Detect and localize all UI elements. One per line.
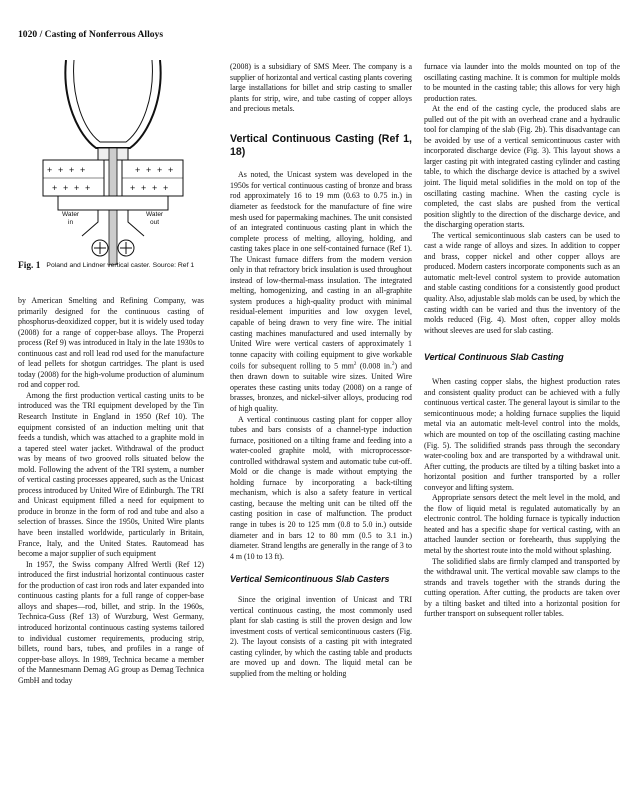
water-in-label: Water in — [62, 211, 80, 226]
subsection-heading: Vertical Semicontinuous Slab Casters — [230, 574, 390, 585]
paragraph: In 1957, the Swiss company Alfred Wertli (Ref 12) introduced the first industrial horizontal continuous caster for the production of cast iron rods and later expanded into continuous casting plants for a full range of copper-base alloys and shapes—rod, billet, and strip. In the 1960s, Technica-Guss (Ref 13) of Wurzburg, West Germany, introduced horizontal continuous casting systems tailored to individual customer requirements, producing strip, billets, round bars, tubes, and profiles in a range of copper-base alloys. In 1989, Technica became a member of the Mannesmann Demag AG group as Demag Technica GmbH and today — [18, 559, 204, 685]
page-header: 1020 / Casting of Nonferrous Alloys — [18, 29, 164, 40]
paragraph: At the end of the casting cycle, the produced slabs are pulled out of the pit with an overhead crane and a hydraulic tool for clamping of the slab (Fig. 2b). This disadvantage can be avoided by use of a vertical semicontinuous caster with incorporated discharge device (Fig. 3). This layout shows a larger casting pit with integrated casting cylinder and casting table, to which the discharge device is attached by a swivel joint. The liquid metal solidifies in the mold on top of the oscillating casting machine. When the casting cycle is completed, the cast slabs are pushed from the vertical position slightly to the direction of the discharge device, and the discharging operation starts. — [424, 104, 620, 230]
svg-text:+: + — [141, 183, 147, 193]
paragraph: The solidified slabs are firmly clamped and transported by the withdrawal unit. The vertical movable saw clamps to the strands and travels together with the strands during the cutting operation. After cutting, the products are taken over by a tilting basket and tilted into a horizontal position for further transport on subsequent roller tables. — [424, 556, 620, 619]
svg-text:+: + — [152, 183, 158, 193]
column-3 — [424, 62, 620, 620]
paragraph: Since the original invention of Unicast and TRI vertical continuous casting, the most commonly used plant for slab casting is still the proven design and low investment costs of vertical semicontinuous casters (Fig. 2). The layout consists of a casting pit with integrated casting cylinder, by which the casting table and products are moved up and down. The liquid metal can be supplied from the melting or holding — [230, 595, 412, 679]
paragraph: Among the first production vertical casting units to be introduced was the TRI equipment developed by the Tin Research Institute in England in 1950 (Ref 10). The equipment consisted of an induction melting unit that feeds a tundish, which was attached to a graphite mold in a tapered steel water jacket. Withdrawal of the product was by means of two grooved rolls situated below the mold. Following the advent of the TRI system, a number of vertical casting processes appeared, such as the Unicast process introduced by United Wire of Edinburgh. The TRI and Unicast equipment filled a need for equipment to produce in bronze in the form of rod and tube and also a selection of brasses. Since the 1950s, United Wire plants have been installed worldwide, particularly in Britain, France, Italy, and the United States. Rautomead has become a major supplier of such equipment — [18, 390, 204, 559]
paragraph: (2008) is a subsidiary of SMS Meer. The company is a supplier of horizontal and vertical casting plants covering large installations for billet and strip casting to smaller plants for strip, wire, and tube casting of copper alloys and precious metals. — [230, 62, 412, 114]
paragraph: Appropriate sensors detect the melt level in the mold, and the flow of liquid metal is regulated automatically by an electronic control. The holding furnace is typically induction heated and has a specific shape for vertical casting, with an attached launder section or forehearth, thus supplying the metal by the shortest route into the mold without splashing. — [424, 493, 620, 555]
paragraph-text: (0.008 in. — [356, 361, 392, 371]
paragraph-text: As noted, the Unicast system was developed in the 1950s for vertical continuous casting of bronze and brass rod approximately 16 to 19 mm (0.63 to 0.75 in.) in diameter as feedstock for the manufacture of fine wire mesh used for papermaking machines. The unit consisted of an integrated continuous casting plant in which the complete process of melting, alloying, holding, and casting takes place in one self-contained furnace (Ref 1). The Unicast furnace differs from the modern version only in that refractory brick insulation is used throughout instead of low-thermal-mass insulation. The integrated melting, homogenizing, and casting in an all-graphite system produces a high-quality product with minimal residual-element impurities and low oxygen level, capable of being drawn to very fine wire. The initial casting machines manufactured and used internally by United Wire were vertical casters of approximately 1 tonne capacity with coiling equipment to give workable coils for subsequent rolling to 5 mm — [230, 170, 412, 371]
svg-text:+: + — [58, 165, 64, 175]
svg-text:+: + — [69, 165, 75, 175]
svg-text:+: + — [157, 165, 163, 175]
figure-caption-text: Poland and Lindner vertical caster. Source: Ref 1 — [46, 262, 195, 269]
svg-text:+: + — [163, 183, 169, 193]
figure-1-drawing — [38, 60, 188, 265]
paragraph: When casting copper slabs, the highest production rates and consistent quality product can be achieved with a fully continuous vertical caster. The general layout is similar to the semicontinuous mode; a holding furnace supplies the liquid metal via an automatic melt-level control into the molds, which are mounted on top of the oscillating casting machine (Fig. 5). The solidified strands pass through the secondary water-cooling box and are transported by a withdrawal unit. After cutting, the products are tilted by a tilting basket into a horizontal position and further transported by a roller conveyor and lifting system. — [424, 377, 620, 492]
svg-text:+: + — [146, 165, 152, 175]
svg-text:+: + — [80, 165, 86, 175]
svg-text:+: + — [52, 183, 58, 193]
vertical-caster-diagram — [38, 60, 188, 265]
column-1 — [18, 296, 204, 686]
paragraph: furnace via launder into the molds mounted on top of the oscillating casting machine. It is common for multiple molds to be mounted in the casting table; this allows for very high production rates. — [424, 62, 620, 103]
svg-text:+: + — [63, 183, 69, 193]
subsection-heading: Vertical Continuous Slab Casting — [424, 352, 564, 363]
svg-text:+: + — [85, 183, 91, 193]
svg-text:+: + — [168, 165, 174, 175]
svg-text:+: + — [47, 165, 53, 175]
svg-text:+: + — [130, 183, 136, 193]
water-out-label: Water out — [146, 211, 164, 226]
figure-label: Fig. 1 — [18, 261, 41, 271]
paragraph — [230, 170, 412, 414]
superscript: 2 — [391, 362, 395, 368]
paragraph: by American Smelting and Refining Company, was primarily designed for the continuous casting of phosphorus-deoxidized copper, but it is widely used today (2008) for a range of copper-base alloys. The Properzi process (Ref 9) was introduced in Italy in the late 1930s to continuous cast and roll lead rod used for the manufacture of lead pellets for shotgun cartridges. The plant is used today (2008) for the high-volume production of aluminum rod and copper rod. — [18, 296, 204, 390]
column-2 — [230, 62, 412, 680]
section-heading: Vertical Continuous Casting (Ref 1, 18) — [230, 132, 412, 158]
paragraph: A vertical continuous casting plant for copper alloy tubes and bars consists of a channel-type induction furnace, positioned on a tilting frame and feeding into a water-cooled graphite mold, with microprocessor-controlled withdrawal system and automatic tube cut-off. Mold or die change is made without emptying the holding furnace by incorporating a back-tilting mechanism, which is also a safety feature in vertical casting, because the melting unit can be tilted off the casting position in case of malfunction. The product range in tubes is 20 to 125 mm (0.8 to 5.0 in.) outside diameter and in bars 12 to 80 mm (0.5 to 3.1 in.) diameter. Strand lengths are generally in the range of 3 to 4 m (10 to 13 ft). — [230, 414, 412, 561]
svg-text:+: + — [135, 165, 141, 175]
svg-text:+: + — [74, 183, 80, 193]
superscript: 2 — [353, 362, 357, 368]
figure-caption — [18, 262, 204, 270]
paragraph: The vertical semicontinuous slab casters can be used to cast a wide range of alloys and sizes. In addition to copper and brass, copper nickel and other copper alloys are produced. Modern casters incorporate components such as an automatic melt-level control system to provide automation and stable casting conditions for a consistently good product quality. Also, adjustable slab molds can be used, by which the casting width can be varied and thus the inventory of the molds reduced (Fig. 4). Most often, copper alloy molds without sleeves are used for slab casting. — [424, 230, 620, 335]
paragraph-text: ) and then drawn down to suitable wire sizes. United Wire operates these casting units today (2008) on a range of brasses, bronzes, and nickel-silver alloys, producing rod of high quality. — [230, 361, 413, 413]
